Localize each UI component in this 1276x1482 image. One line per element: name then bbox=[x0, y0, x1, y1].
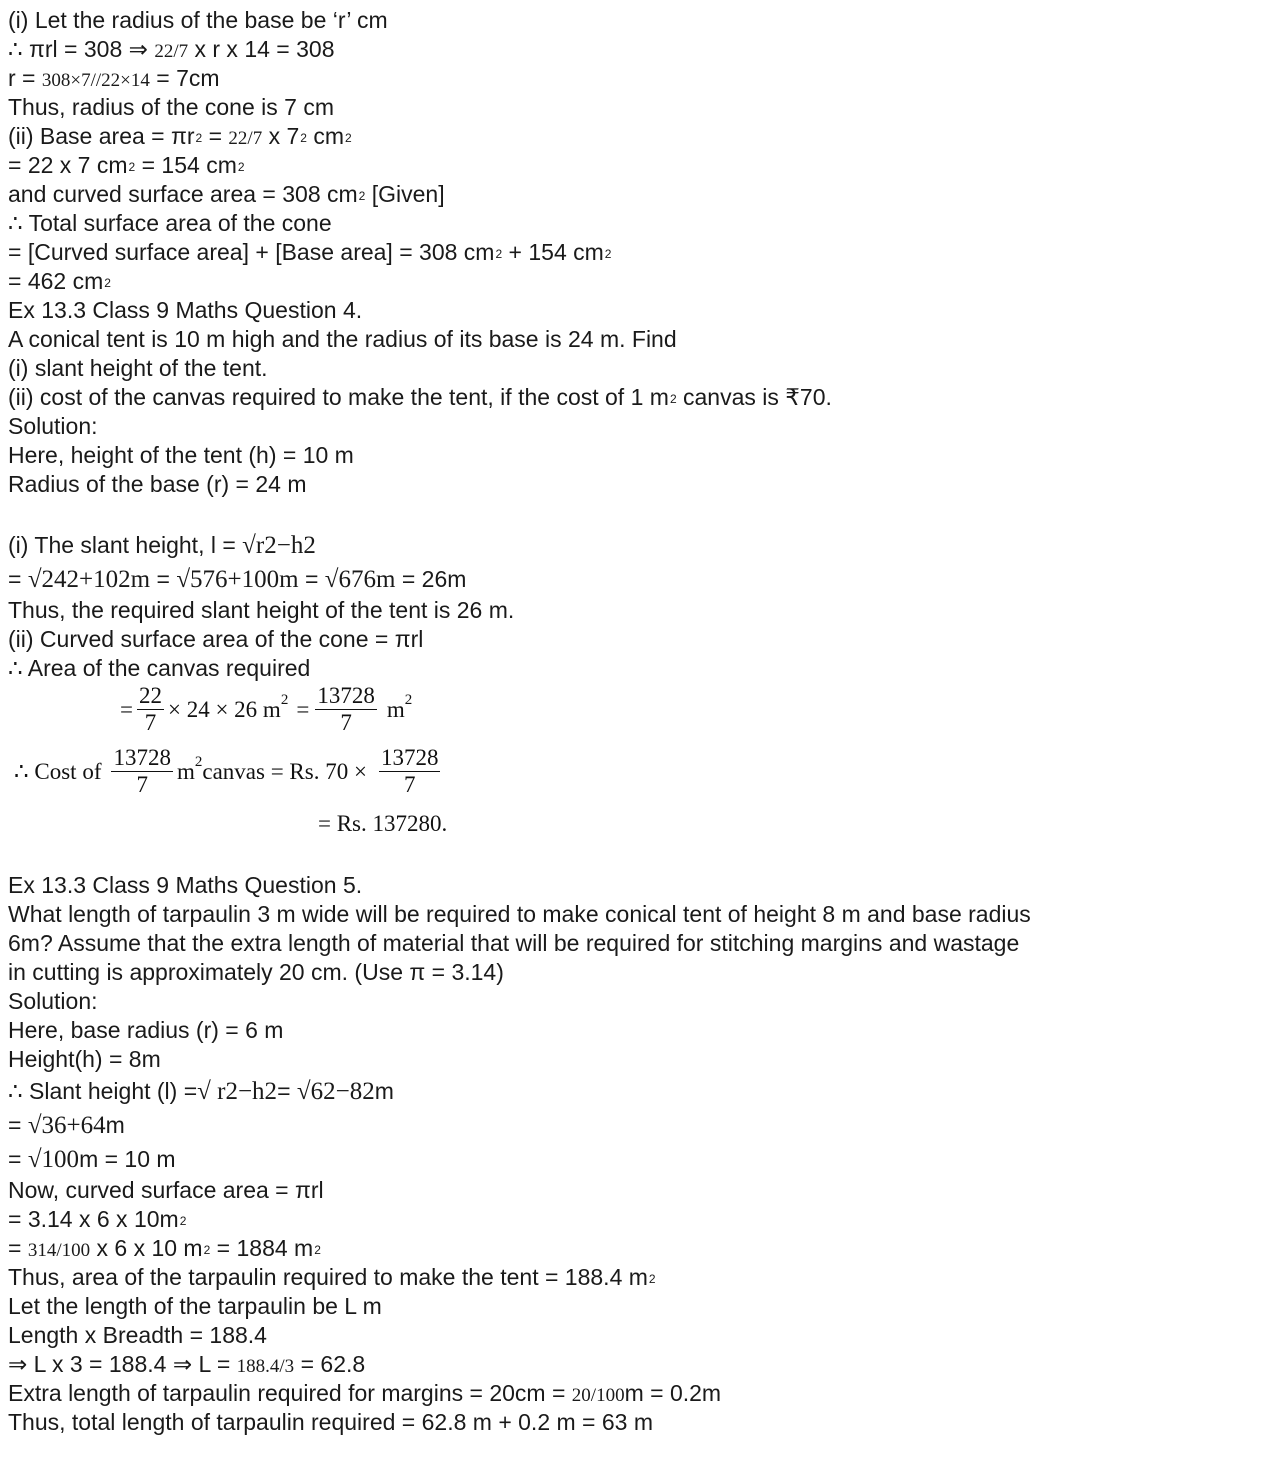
solution-label: Solution: bbox=[8, 988, 98, 1014]
text: = bbox=[296, 696, 310, 722]
fraction: $\frac{13728}{7}$ bbox=[317, 683, 375, 735]
question-5-statement: in cutting is approximately 20 cm. (Use π = 3.14) bbox=[8, 959, 504, 985]
question-4-statement: A conical tent is 10 m high and the radius of its base is 24 m. Find bbox=[8, 326, 677, 352]
text-line: Thus, total length of tarpaulin required = 62.8 m + 0.2 m = 63 m bbox=[8, 1409, 654, 1435]
equation-result: = Rs. 137280. bbox=[318, 811, 448, 836]
text-line: Thus, the required slant height of the tent is 26 m. bbox=[8, 597, 515, 623]
text: 2 bbox=[280, 692, 289, 708]
text-line: Now, curved surface area = πrl bbox=[8, 1177, 324, 1203]
text-line: (i) The slant height, l = √r2−h2 bbox=[8, 532, 316, 559]
question-4-part-ii: (ii) cost of the canvas required to make the tent, if the cost of 1 $m^2$ canvas is ₹70. bbox=[8, 384, 832, 410]
text-line: = 462 $cm^2$ bbox=[8, 268, 111, 294]
text-line: and curved surface area = 308 $cm^2$ [Given] bbox=[8, 181, 445, 207]
equation-row bbox=[14, 745, 444, 798]
text: m bbox=[386, 696, 405, 722]
text-line: = 22 x 7 $cm^2 = 154$ $cm^2$ bbox=[8, 152, 245, 178]
text-line: = 314/100 x 6 x 10 $m^2 = 1884$ $m^2$ bbox=[8, 1235, 321, 1261]
text: ∴ Cost of bbox=[14, 758, 102, 784]
text-line: = √36+64m bbox=[8, 1112, 125, 1139]
text: 2 bbox=[194, 754, 203, 770]
text-line: = √100m = 10 m bbox=[8, 1146, 176, 1173]
question-5-statement: What length of tarpaulin 3 m wide will be required to make conical tent of height 8 m and base radius bbox=[8, 901, 1031, 927]
text-line: Length x Breadth = 188.4 bbox=[8, 1322, 267, 1348]
text-line: (i) Let the radius of the base be ‘r’ cm bbox=[8, 7, 388, 33]
text-line: Thus, radius of the cone is 7 cm bbox=[8, 94, 334, 120]
text-line: Let the length of the tarpaulin be L m bbox=[8, 1293, 382, 1319]
solution-page bbox=[8, 6, 1268, 1437]
question-4-part-i: (i) slant height of the tent. bbox=[8, 355, 268, 381]
text-line: = [Curved surface area] + [Base area] = 308 $cm^2 + 154$ $cm^2$ bbox=[8, 239, 612, 265]
text-line: (ii) Base area = $\pi r^2 = 22/7$ x $7^2$ $cm^2$ bbox=[8, 123, 352, 149]
solution-label: Solution: bbox=[8, 413, 98, 439]
text-line: ∴ Area of the canvas required bbox=[8, 655, 311, 681]
equation-row bbox=[120, 683, 412, 736]
text: canvas = Rs. 70 × bbox=[202, 758, 367, 784]
text-line: Here, height of the tent (h) = 10 m bbox=[8, 442, 354, 468]
text-line: Here, base radius (r) = 6 m bbox=[8, 1017, 284, 1043]
text-line: Extra length of tarpaulin required for margins = 20cm = 20/100m = 0.2m bbox=[8, 1380, 722, 1406]
text-line: ∴ Total surface area of the cone bbox=[8, 210, 332, 236]
text-line: ∴ πrl = 308 ⇒ 22/7 x r x 14 = 308 bbox=[8, 36, 335, 62]
text-line: Radius of the base (r) = 24 m bbox=[8, 471, 307, 497]
fraction: $\frac{13728}{7}$ bbox=[113, 745, 171, 797]
question-5-heading: Ex 13.3 Class 9 Maths Question 5. bbox=[8, 872, 363, 898]
fraction: $\frac{13728}{7}$ bbox=[380, 745, 439, 797]
text-line: ⇒ L x 3 = 188.4 ⇒ L = 188.4/3 = 62.8 bbox=[8, 1351, 366, 1377]
spacer bbox=[8, 499, 1268, 528]
text: × 24 × 26 m bbox=[167, 696, 281, 722]
text-line: Thus, area of the tarpaulin required to make the tent = 188.4 $m^2$ bbox=[8, 1264, 656, 1290]
text-line: (ii) Curved surface area of the cone = πrl bbox=[8, 626, 424, 652]
fraction: $\frac{22}{7}$ bbox=[138, 683, 162, 735]
text-line: r = 308×7//22×14 = 7cm bbox=[8, 65, 220, 91]
question-5-statement: 6m? Assume that the extra length of material that will be required for stitching margins and wastage bbox=[8, 930, 1020, 956]
text-line: Height(h) = 8m bbox=[8, 1046, 161, 1072]
text-line: = √242+102m = √576+100m = √676m = 26m bbox=[8, 566, 467, 593]
text-line: = 3.14 x 6 x $10m^2$ bbox=[8, 1206, 187, 1232]
question-4-heading: Ex 13.3 Class 9 Maths Question 4. bbox=[8, 297, 363, 323]
text: 2 bbox=[404, 692, 413, 708]
text: m bbox=[176, 758, 195, 784]
text: = bbox=[120, 696, 133, 722]
canvas-cost-equation bbox=[8, 683, 1268, 871]
text-line: ∴ Slant height (l) =√ r2−h2= √62−82m bbox=[8, 1078, 394, 1105]
